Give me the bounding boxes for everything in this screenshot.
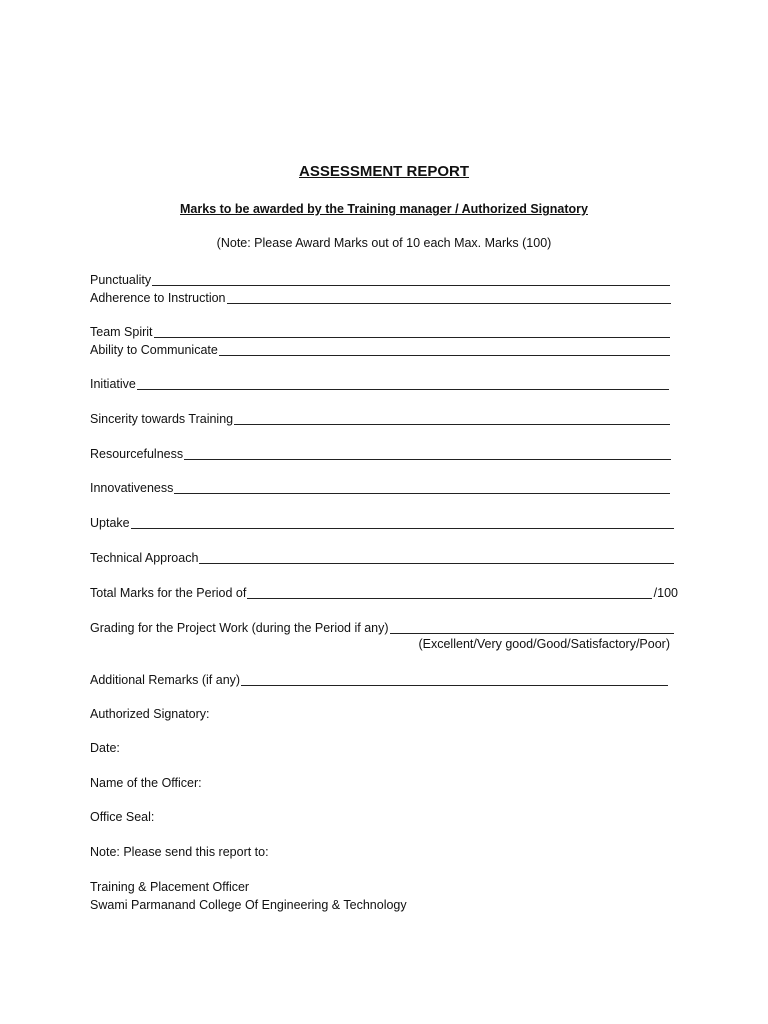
technical-approach-field[interactable] [90, 550, 674, 566]
initiative-label: Initiative [90, 377, 136, 391]
punctuality-field[interactable] [90, 272, 670, 288]
date-label: Date: [90, 741, 120, 755]
communicate-label: Ability to Communicate [90, 343, 218, 357]
total-marks-blank[interactable] [247, 586, 651, 599]
report-title: ASSESSMENT REPORT [298, 163, 470, 180]
team-spirit-blank[interactable] [154, 325, 670, 338]
technical-approach-blank[interactable] [199, 551, 674, 564]
innovativeness-field[interactable] [90, 480, 670, 496]
send-note: Note: Please send this report to: [90, 845, 269, 859]
address-line-2: Swami Parmanand College Of Engineering & Technology [90, 898, 407, 912]
resourcefulness-blank[interactable] [184, 447, 671, 460]
report-subtitle: Marks to be awarded by the Training manager / Authorized Signatory [180, 202, 588, 216]
remarks-label: Additional Remarks (if any) [90, 673, 241, 687]
punctuality-label: Punctuality [90, 273, 152, 287]
adherence-label: Adherence to Instruction [90, 291, 226, 305]
communicate-blank[interactable] [219, 343, 670, 356]
innovativeness-blank[interactable] [174, 481, 670, 494]
sincerity-label: Sincerity towards Training [90, 412, 234, 426]
communicate-field[interactable] [90, 342, 670, 358]
technical-approach-label: Technical Approach [90, 551, 199, 565]
total-marks-max: /100 [653, 586, 678, 600]
authorized-signatory-label: Authorized Signatory: [90, 707, 210, 721]
punctuality-blank[interactable] [152, 273, 670, 286]
uptake-field[interactable] [90, 515, 674, 531]
adherence-field[interactable] [90, 290, 671, 306]
uptake-blank[interactable] [131, 516, 674, 529]
resourcefulness-label: Resourcefulness [90, 447, 184, 461]
marks-note: (Note: Please Award Marks out of 10 each Max. Marks (100) [216, 236, 552, 250]
officer-name-label: Name of the Officer: [90, 776, 202, 790]
adherence-blank[interactable] [227, 291, 672, 304]
initiative-field[interactable] [90, 376, 669, 392]
grading-field[interactable] [90, 620, 674, 636]
initiative-blank[interactable] [137, 377, 669, 390]
resourcefulness-field[interactable] [90, 446, 671, 462]
sincerity-field[interactable] [90, 411, 670, 427]
innovativeness-label: Innovativeness [90, 481, 174, 495]
total-marks-label: Total Marks for the Period of [90, 586, 247, 600]
office-seal-label: Office Seal: [90, 810, 155, 824]
remarks-field[interactable] [90, 672, 668, 688]
sincerity-blank[interactable] [234, 412, 670, 425]
team-spirit-field[interactable] [90, 324, 670, 340]
address-line-1: Training & Placement Officer [90, 880, 250, 894]
grading-options: (Excellent/Very good/Good/Satisfactory/Poor) [418, 637, 670, 651]
remarks-blank[interactable] [241, 673, 668, 686]
team-spirit-label: Team Spirit [90, 325, 153, 339]
grading-label: Grading for the Project Work (during the Period if any) [90, 621, 389, 635]
uptake-label: Uptake [90, 516, 130, 530]
grading-blank[interactable] [390, 621, 674, 634]
total-marks-field[interactable] [90, 585, 678, 601]
